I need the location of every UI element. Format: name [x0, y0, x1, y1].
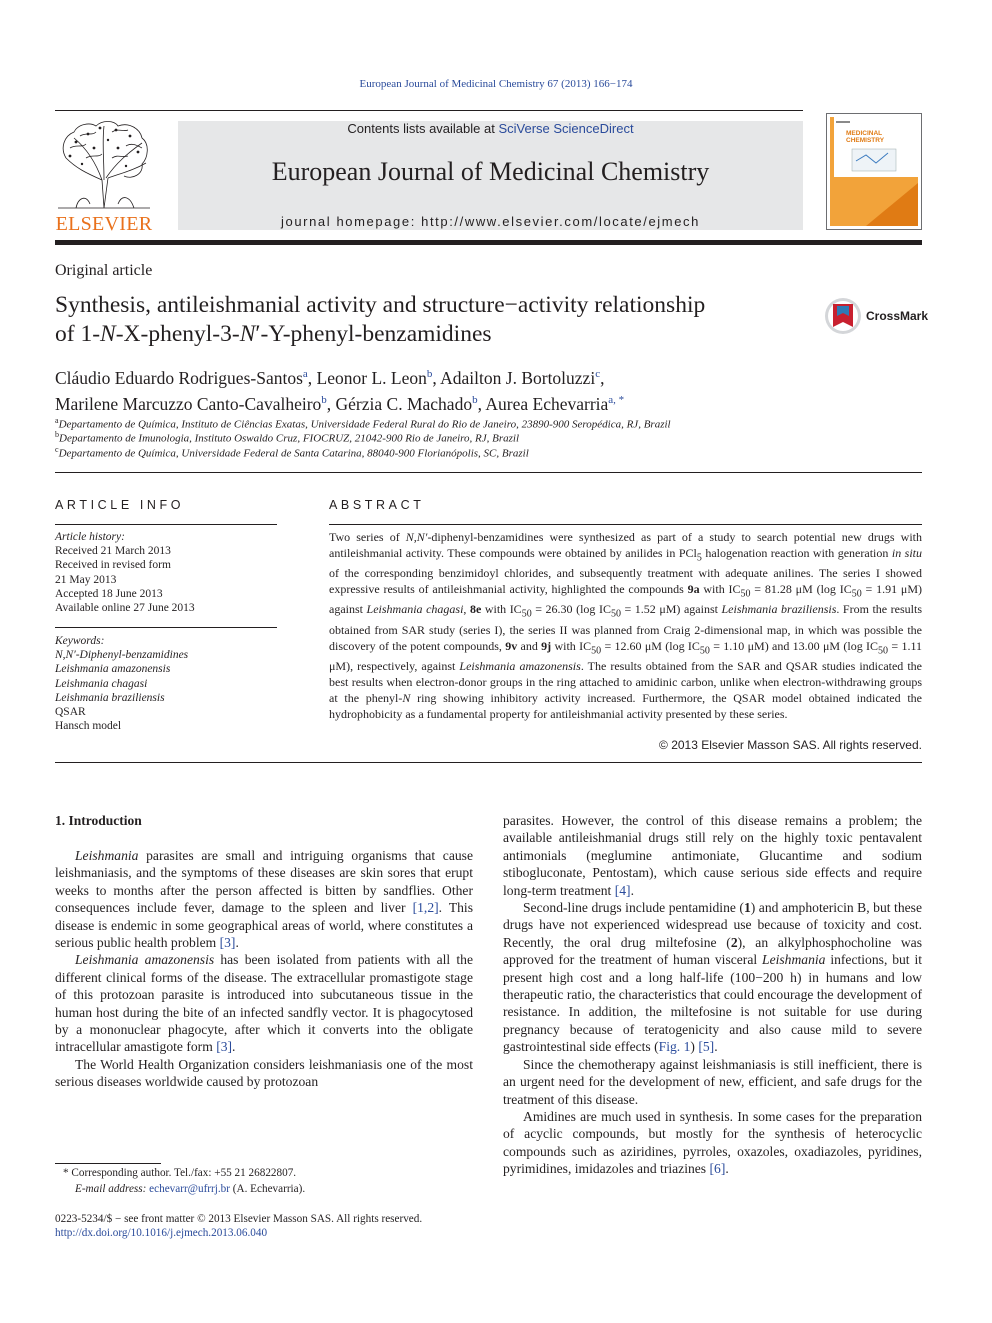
- author-line-1: [55, 363, 925, 389]
- keyword: QSAR: [55, 706, 86, 719]
- affiliation-mark: c: [55, 445, 59, 454]
- section-heading-introduction: 1. Introduction: [55, 813, 142, 828]
- abstract-span: . The results obtained from the SAR and QSAR studies indicated the best results when electron-donor groups in the ring attached to amidinic carbon, unlike when electron-withdrawing groups at the phenyl-: [329, 658, 923, 705]
- abstract-span: Two series of: [329, 530, 406, 544]
- abstract-span: = 12.60 μM (log IC: [601, 638, 700, 653]
- affiliation: [55, 430, 925, 445]
- email-label: E-mail address:: [75, 1183, 150, 1195]
- author-affil-mark[interactable]: c: [595, 368, 601, 380]
- article-type: Original article: [55, 262, 153, 279]
- article-info-rule: [55, 524, 277, 525]
- keyword: Leishmania chagasi: [55, 677, 148, 690]
- history-item: Available online 27 June 2013: [55, 602, 195, 615]
- abstract-subscript: 5: [696, 552, 702, 564]
- paragraph-span: infections, but it present high cost and a long half-life (100−200 h) in humans and low therapeutic ratio, the characteristics that could encourage the development of resistance. In addition, the miltefosine is not suitable for use during pregnancy because of teratogenicity and also cause mild to severe gastrointestinal side effects (: [503, 952, 922, 1055]
- species-name: Leishmania chagasi: [366, 602, 464, 617]
- affiliation-mark: b: [55, 430, 59, 439]
- elsevier-wordmark: ELSEVIER: [55, 213, 153, 235]
- abstract-text: [329, 530, 922, 723]
- footnote-rule: [55, 1163, 161, 1164]
- paragraph: [55, 847, 473, 951]
- citation-link[interactable]: [6]: [709, 1161, 726, 1177]
- abstract-span: N,N′: [405, 530, 428, 544]
- compound-number: 2: [730, 934, 738, 950]
- keywords-rule: [55, 627, 277, 628]
- abstract-span: = 1.52 μM) against: [620, 602, 722, 617]
- author-separator: ,: [600, 367, 605, 388]
- paragraph: [503, 899, 922, 1056]
- keyword: Leishmania amazonensis: [55, 663, 171, 676]
- compound-label: 9j: [541, 638, 552, 653]
- abstract-span: of the corresponding benzimidoyl chlorides, and subsequently treatment with adequate anilines. The series I showed expressive results of antileishmanial activity, highlighted the compounds: [329, 566, 922, 597]
- species-name: Leishmania: [75, 848, 139, 863]
- contents-prefix: Contents lists available at: [347, 121, 499, 136]
- species-name: Leishmania amazonensis: [459, 658, 581, 673]
- author-separator: ,: [307, 367, 317, 388]
- abstract-span: in situ: [891, 545, 923, 560]
- header-rule: [55, 110, 803, 111]
- paragraph-span: ), an alkylphosphocholine was approved for the treatment of human visceral: [503, 934, 922, 968]
- affiliation-text: Departamento de Química, Universidade Federal de Santa Catarina, 88040-900 Florianópolis, SC, Brazil: [58, 447, 529, 460]
- abstract-span: ring showing inhibitory activity increased. Furthermore, the QSAR model obtained indicated the hydrophobicity as a fundamental property for antileishmanial activity presented by these series.: [329, 690, 922, 721]
- body-column-right: [503, 812, 922, 1178]
- corresponding-author: * Corresponding author. Tel./fax: +55 21 26822807.: [63, 1167, 297, 1179]
- compound-label: 9v: [505, 638, 518, 653]
- abstract-subscript: 50: [610, 608, 621, 620]
- paragraph-span: ): [690, 1039, 699, 1055]
- author-separator: ,: [432, 367, 441, 388]
- abstract-span: N: [402, 690, 411, 705]
- paragraph-span: Second-line drugs include pentamidine (: [523, 900, 744, 916]
- article-history: [55, 530, 277, 615]
- doi-link[interactable]: http://dx.doi.org/10.1016/j.ejmech.2013.06.040: [55, 1227, 268, 1239]
- abstract-span: -diphenyl-benzamidines were synthesized as part of a study to search potential new drugs with antileishmanial activity. These compounds were obtained by anilides in PCl: [329, 530, 922, 560]
- history-item: Received in revised form: [55, 559, 171, 572]
- abstract-subscript: 50: [521, 608, 532, 620]
- author-name[interactable]: Leonor L. Leon: [316, 367, 427, 388]
- paragraph-span: .: [232, 1039, 236, 1055]
- affiliation: [55, 416, 925, 431]
- abstract-span: with IC: [699, 582, 741, 597]
- paragraph-span: Amidines are much used in synthesis. In some cases for the preparation of acyclic compounds, but mostly for the synthesis of heterocyclic compounds such as aziridines, pyrroles, oxazoles, oxadiazoles, pyridines, pyrimidines, imidazoles and triazines: [503, 1108, 922, 1177]
- abstract-span: halogenation reaction with generation: [701, 545, 892, 560]
- affiliation-text: Departamento de Química, Instituto de Ciências Exatas, Universidade Federal Rural do Rio de Janeiro, 23890-900 Seropédica, RJ, Brazil: [58, 418, 671, 431]
- citation-link[interactable]: [4]: [614, 882, 631, 898]
- journal-citation[interactable]: European Journal of Medicinal Chemistry 67 (2013) 166−174: [359, 78, 633, 90]
- abstract-span: with IC: [481, 602, 522, 617]
- affiliation: [55, 445, 925, 460]
- author-name[interactable]: Adailton J. Bortoluzzi: [440, 367, 596, 388]
- title-line-1: Synthesis, antileishmanial activity and structure−activity relationship: [55, 292, 706, 318]
- keyword: Hansch model: [55, 720, 122, 733]
- species-name: Leishmania braziliensis: [721, 602, 837, 617]
- article-title: [55, 291, 815, 349]
- author-name[interactable]: Cláudio Eduardo Rodrigues-Santos: [55, 367, 303, 388]
- keywords-label: Keywords:: [55, 635, 105, 647]
- elsevier-logo[interactable]: [52, 118, 156, 234]
- keyword: Leishmania braziliensis: [55, 691, 165, 704]
- paragraph: [55, 951, 473, 1055]
- abstract-span: . From the results obtained from SAR study (series I), the series II was planned from Craig 2-dimensional map, in which was possible the discovery of the potent compounds,: [329, 602, 922, 653]
- author-affil-mark[interactable]: a: [302, 368, 308, 380]
- paragraph-span: has been isolated from patients with all the different clinical forms of the disease. The extracellular promastigote stage of this protozoan parasite is introduced into subcutaneous tissue in the human host during the bite of an infected sandfly vector. It is phagocytosed by a mononuclear phagocyte, after which it converts into the obligate intracellular amastigote form: [55, 952, 473, 1055]
- title-divider: [55, 472, 922, 473]
- journal-cover-thumbnail[interactable]: [826, 113, 922, 230]
- history-item: 21 May 2013: [55, 573, 117, 586]
- svg-text:MEDICINAL: MEDICINAL: [846, 130, 883, 137]
- history-label: Article history:: [55, 531, 125, 543]
- crossmark-icon: [824, 296, 864, 336]
- abstract-span: with IC: [551, 638, 592, 653]
- paragraph: Since the chemotherapy against leishmaniasis is still inefficient, there is an urgent need for the development of new, efficient, and safe drugs for the treatment of this disease.: [503, 1056, 922, 1107]
- history-item: Accepted 18 June 2013: [55, 587, 163, 600]
- citation-link[interactable]: [3]: [219, 935, 236, 951]
- abstract-subscript: 50: [851, 588, 862, 600]
- paragraph-span: ) and amphotericin B, but these drugs have not experienced widespread use because of toxicity and cost. Recently, the oral drug miltefosine (: [503, 900, 922, 950]
- journal-title: European Journal of Medicinal Chemistry: [271, 157, 710, 186]
- citation-link[interactable]: [3]: [216, 1039, 233, 1055]
- paragraph-span: .: [630, 882, 634, 898]
- compound-number: 1: [743, 900, 751, 916]
- paragraph-span: .: [235, 935, 239, 951]
- author-name[interactable]: Marilene Marcuzzo Canto-Cavalheiro: [55, 393, 322, 414]
- abstract-span: ,: [463, 602, 470, 617]
- species-name: Leishmania: [762, 952, 826, 968]
- abstract-rule: [329, 524, 922, 525]
- abstract-span: = 26.30 (log IC: [531, 602, 611, 617]
- email-link[interactable]: echevarr@ufrrj.br: [149, 1183, 230, 1195]
- author-affil-mark[interactable]: a, *: [608, 393, 625, 406]
- abstract-subscript: 50: [740, 588, 751, 600]
- affiliation-text: Departamento de Imunologia, Instituto Oswaldo Cruz, FIOCRUZ, 21042-900 Rio de Janeiro, RJ, Brazil: [59, 432, 520, 445]
- email-line: [55, 1181, 473, 1197]
- paragraph-span: . This disease is endemic in some geographical areas of world, where constitutes a serious public health problem: [55, 900, 473, 951]
- species-name: Leishmania amazonensis: [75, 952, 215, 968]
- journal-cover-icon: [826, 113, 922, 230]
- paragraph-span: parasites are small and intriguing organisms that cause leishmaniasis, and the symptoms of these diseases are skin sores that erupt weeks to months after the person affected is bitten by sandflies. Other consequences include fever, damage to the spleen and liver: [55, 848, 473, 916]
- abstract-span: = 1.11 μM), respectively, against: [329, 638, 922, 673]
- compound-label: 8e: [469, 602, 482, 617]
- journal-homepage[interactable]: journal homepage: http://www.elsevier.com/locate/ejmech: [281, 214, 700, 229]
- author-line-2: [55, 389, 925, 415]
- paragraph: [503, 1108, 922, 1178]
- abstract-subscript: 50: [699, 645, 710, 656]
- abstract-span: = 1.10 μM) and 13.00 μM (log IC: [709, 638, 879, 653]
- header-divider: [55, 240, 922, 245]
- compound-label: 9a: [687, 582, 700, 597]
- citation-link[interactable]: [5]: [698, 1039, 715, 1055]
- paragraph-span: .: [714, 1039, 718, 1055]
- crossmark-label: CrossMark: [866, 309, 929, 323]
- author-separator: ,: [477, 393, 486, 414]
- crossmark-badge[interactable]: [824, 296, 929, 336]
- author-name[interactable]: Gérzia C. Machado: [335, 393, 473, 414]
- abstract-subscript: 50: [878, 645, 889, 656]
- corresponding-author-footnote: [55, 1165, 473, 1197]
- history-item: Received 21 March 2013: [55, 545, 171, 558]
- paragraph-span: parasites. However, the control of this disease remains a problem; the available antileishmanial drugs still rely on the highly toxic pentavalent antimonials (meglumine antimoniate, Glucantime and sodium stibogluconate, Pentostam), which cause serious side effects and require long-term treatment: [503, 813, 922, 898]
- title-line-2: of 1-N-X-phenyl-3-N′-Y-phenyl-benzamidines: [55, 321, 492, 347]
- body-column-left: [55, 847, 473, 1091]
- author-list: [55, 363, 925, 415]
- abstract-copyright: © 2013 Elsevier Masson SAS. All rights reserved.: [659, 738, 922, 752]
- abstract-bottom-rule: [55, 762, 922, 763]
- abstract-span: and: [517, 638, 542, 653]
- author-affil-mark[interactable]: b: [321, 393, 327, 406]
- keyword: N,N′-Diphenyl-benzamidines: [55, 649, 189, 662]
- elsevier-tree-icon: [56, 118, 152, 212]
- paragraph: The World Health Organization considers leishmaniasis one of the most serious diseases worldwide caused by protozoan: [55, 1056, 473, 1090]
- front-matter: [55, 1212, 505, 1240]
- abstract-span: = 1.91 μM) against: [329, 582, 922, 617]
- contents-line: [178, 121, 803, 136]
- citation-link[interactable]: [1,2]: [412, 900, 439, 916]
- email-suffix: (A. Echevarria).: [229, 1183, 306, 1195]
- paragraph: [503, 812, 922, 899]
- author-affil-mark[interactable]: b: [472, 393, 478, 406]
- author-affil-mark[interactable]: b: [426, 368, 433, 380]
- front-matter-line: 0223-5234/$ − see front matter © 2013 Elsevier Masson SAS. All rights reserved.: [55, 1213, 423, 1225]
- figure-link[interactable]: Fig. 1: [658, 1039, 691, 1055]
- paragraph-span: .: [725, 1161, 729, 1177]
- sciencedirect-link[interactable]: SciVerse ScienceDirect: [498, 121, 634, 136]
- article-info-heading: ARTICLE INFO: [55, 498, 185, 512]
- abstract-heading: ABSTRACT: [329, 498, 425, 512]
- svg-text:CHEMISTRY: CHEMISTRY: [846, 137, 885, 144]
- abstract-span: = 81.28 μM (log IC: [750, 582, 852, 597]
- keywords-list: [55, 634, 277, 733]
- abstract-subscript: 50: [591, 645, 602, 656]
- author-name[interactable]: Aurea Echevarria: [485, 393, 609, 414]
- author-separator: ,: [326, 393, 336, 414]
- affiliation-mark: a: [55, 416, 59, 425]
